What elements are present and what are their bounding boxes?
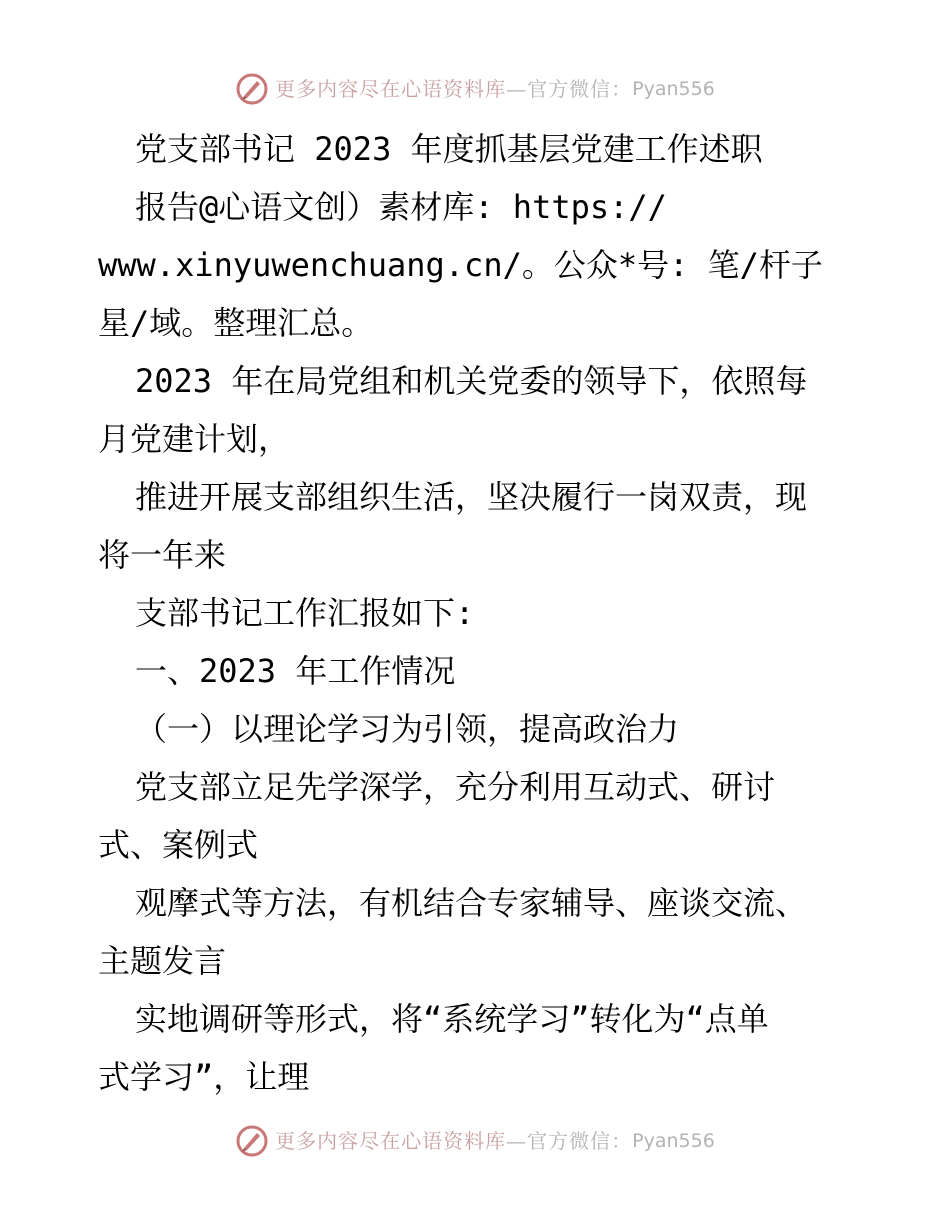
header-watermark-main: 更多内容尽在心语资料库 <box>275 77 507 101</box>
body-line: 2023 年在局党组和机关党委的领导下，依照每 <box>135 362 808 400</box>
body-line: 实地调研等形式，将“系统学习”转化为“点单 <box>135 1000 769 1038</box>
body-line: 推进开展支部组织生活，坚决履行一岗双责，现 <box>135 478 808 516</box>
body-line: 主题发言 <box>98 942 227 980</box>
footer-watermark-wechat-id: Pyan556 <box>632 1130 715 1152</box>
body-line: 星/域。整理汇总。 <box>98 304 374 342</box>
footer-watermark <box>0 1124 950 1158</box>
quill-logo-icon <box>235 1124 269 1158</box>
body-line: 式、案例式 <box>98 826 259 864</box>
header-watermark-wechat-label: —官方微信： <box>506 77 633 101</box>
body-line: 观摩式等方法，有机结合专家辅导、座谈交流、 <box>135 884 808 922</box>
body-line: www.xinyuwenchuang.cn/。公众*号: 笔/杆子 <box>98 246 823 284</box>
body-line: 党支部书记 2023 年度抓基层党建工作述职 <box>135 130 763 168</box>
document-body <box>98 120 858 1106</box>
footer-watermark-wechat-label: —官方微信： <box>506 1129 633 1153</box>
body-line: 月党建计划， <box>98 420 291 458</box>
body-line: 将一年来 <box>98 536 227 574</box>
quill-logo-icon <box>235 72 269 106</box>
header-watermark <box>0 72 950 106</box>
subsection-heading: （一）以理论学习为引领，提高政治力 <box>135 710 680 748</box>
body-line: 党支部立足先学深学，充分利用互动式、研讨 <box>135 768 776 806</box>
footer-watermark-main: 更多内容尽在心语资料库 <box>275 1129 507 1153</box>
section-heading: 一、2023 年工作情况 <box>135 652 456 690</box>
body-line: 式学习”，让理 <box>98 1058 310 1096</box>
body-line: 支部书记工作汇报如下: <box>135 594 475 632</box>
body-line: 报告@心语文创）素材库: https:// <box>135 188 667 226</box>
header-watermark-wechat-id: Pyan556 <box>632 78 715 100</box>
